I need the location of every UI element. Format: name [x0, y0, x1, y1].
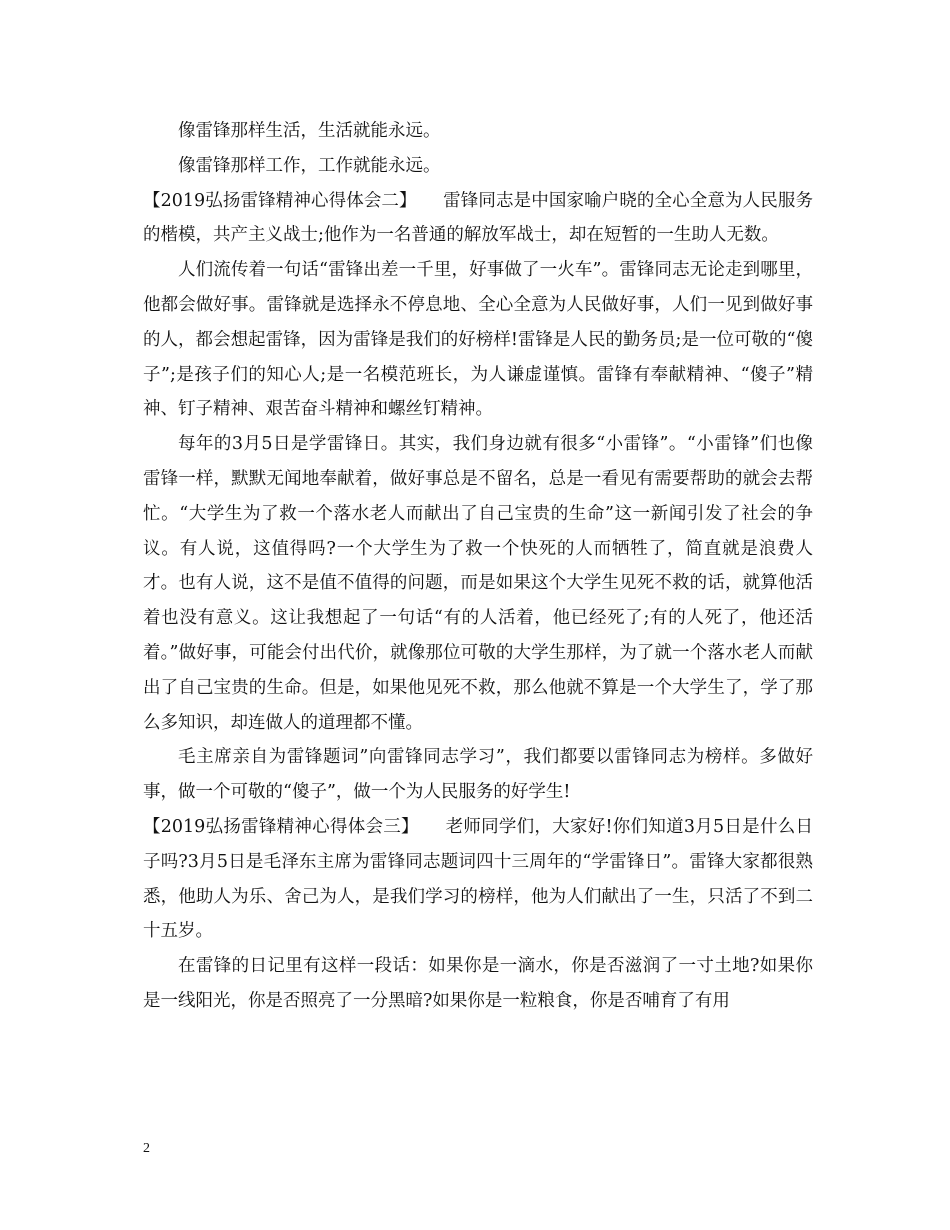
section-heading-paragraph: 【2019弘扬雷锋精神心得体会二】 雷锋同志是中国家喻户晓的全心全意为人民服务的楷模，共产主义战士;他作为一名普通的解放军战士，却在短暂的一生助人无数。 — [143, 190, 813, 246]
section-heading-paragraph: 【2019弘扬雷锋精神心得体会三】 老师同学们，大家好!你们知道3月5日是什么日子吗?3月5日是毛泽东主席为雷锋同志题词四十三周年的“学雷锋日”。雷锋大家都很熟悉，他助人为乐、舍己为人，是我们学习的榜样，他为人们献出了一生，只活了不到二十五岁。 — [143, 816, 813, 942]
document-body — [143, 114, 813, 1019]
paragraph: 在雷锋的日记里有这样一段话：如果你是一滴水，你是否滋润了一寸土地?如果你是一线阳光，你是否照亮了一分黑暗?如果你是一粒粮食，你是否哺育了有用 — [143, 956, 813, 1011]
paragraph: 像雷锋那样生活，生活就能永远。 — [178, 121, 441, 141]
page-number: 2 — [143, 1141, 150, 1156]
paragraph: 人们流传着一句话“雷锋出差一千里，好事做了一火车”。雷锋同志无论走到哪里，他都会做好事。雷锋就是选择永不停息地、全心全意为人民做好事，人们一见到做好事的人，都会想起雷锋，因为雷锋是我们的好榜样!雷锋是人民的勤务员;是一位可敬的“傻子”;是孩子们的知心人;是一名模范班长，为人谦虚谨慎。雷锋有奉献精神、“傻子”精神、钉子精神、艰苦奋斗精神和螺丝钉精神。 — [143, 260, 813, 420]
paragraph: 每年的3月5日是学雷锋日。其实，我们身边就有很多“小雷锋”。“小雷锋”们也像雷锋一样，默默无闻地奉献着，做好事总是不留名，总是一看见有需要帮助的就会去帮忙。“大学生为了救一个落水老人而献出了自己宝贵的生命”这一新闻引发了社会的争议。有人说，这值得吗?一个大学生为了救一个快死的人而牺牲了，简直就是浪费人才。也有人说，这不是值不值得的问题，而是如果这个大学生见死不救的话，就算他活着也没有意义。这让我想起了一句话“有的人活着，他已经死了;有的人死了，他还活着。”做好事，可能会付出代价，就像那位可敬的大学生那样，为了就一个落水老人而献出了自己宝贵的生命。但是，如果他见死不救，那么他就不算是一个大学生了，学了那么多知识，却连做人的道理都不懂。 — [143, 434, 813, 733]
paragraph: 像雷锋那样工作，工作就能永远。 — [178, 155, 441, 176]
paragraph: 毛主席亲自为雷锋题词”向雷锋同志学习”，我们都要以雷锋同志为榜样。多做好事，做一个可敬的“傻子”，做一个为人民服务的好学生! — [143, 747, 813, 803]
